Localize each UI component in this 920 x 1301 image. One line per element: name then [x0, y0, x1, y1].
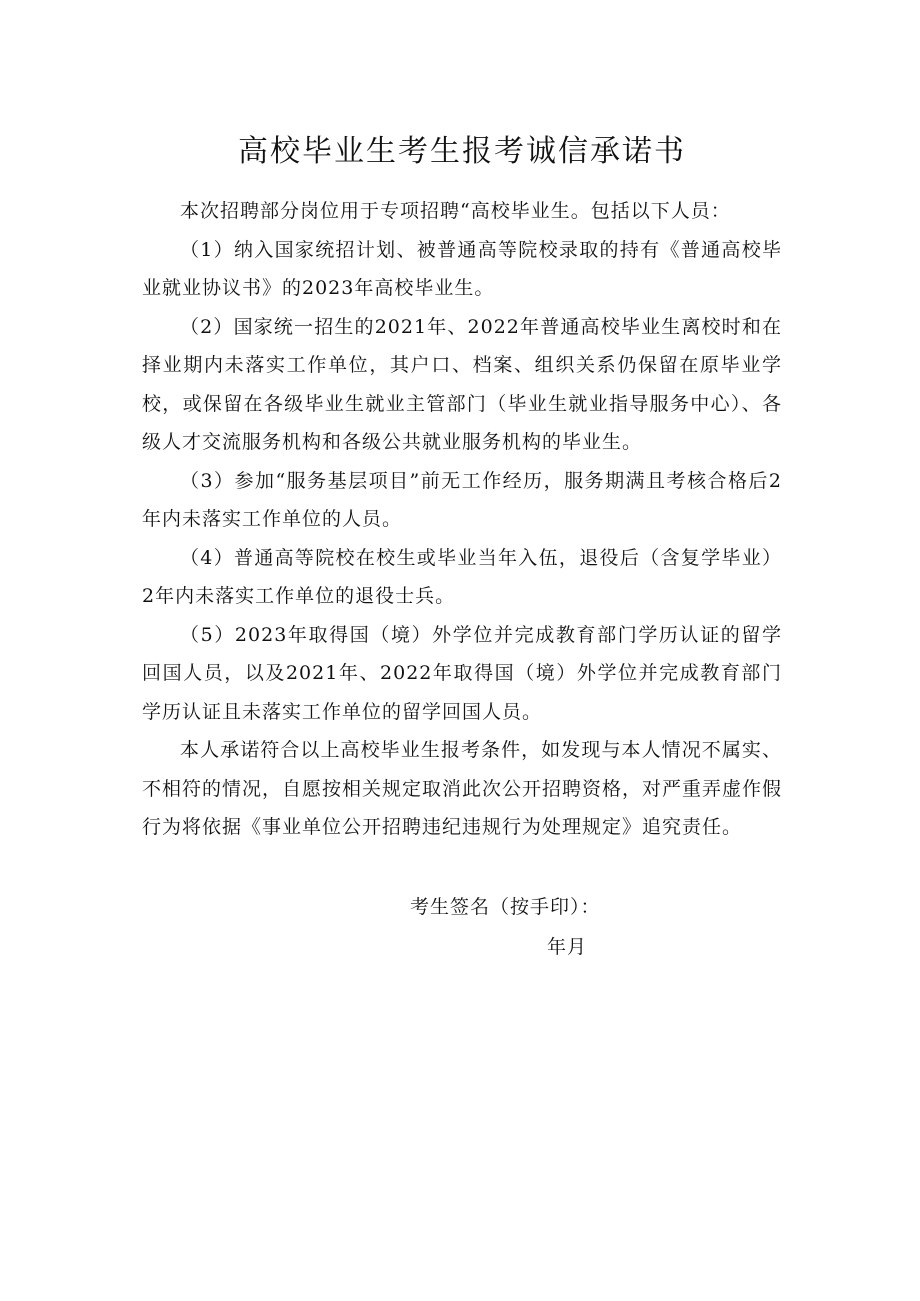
item-4-paragraph: （4）普通高等院校在校生或毕业当年入伍，退役后（含复学毕业）2年内未落实工作单位的退役士兵。	[142, 546, 782, 607]
pledge-paragraph: 本人承诺符合以上高校毕业生报考条件，如发现与本人情况不属实、不相符的情况，自愿按相关规定取消此次公开招聘资格，对严重弄虚作假行为将依据《事业单位公开招聘违纪违规行为处理规定》追究责任。	[142, 739, 783, 838]
intro-paragraph: 本次招聘部分岗位用于专项招聘“高校毕业生。包括以下人员：	[180, 200, 731, 222]
document-title: 高校毕业生考生报考诚信承诺书	[238, 134, 686, 169]
item-2-paragraph: （2）国家统一招生的2021年、2022年普通高校毕业生离校时和在择业期内未落实工作单位，其户口、档案、组织关系仍保留在原毕业学校，或保留在各级毕业生就业主管部门（毕业生就业指导服务中心）、各级人才交流服务机构和各级公共就业服务机构的毕业生。	[142, 315, 782, 453]
document-page	[142, 128, 782, 967]
date-label: 年月	[547, 935, 588, 958]
signature-block	[142, 887, 782, 967]
item-3-paragraph: （3）参加“服务基层项目”前无工作经历，服务期满且考核合格后2年内未落实工作单位的人员。	[142, 469, 782, 530]
item-1-paragraph: （1）纳入国家统招计划、被普通高等院校录取的持有《普通高校毕业就业协议书》的2023年高校毕业生。	[142, 238, 782, 299]
signature-label: 考生签名（按手印）：	[410, 895, 601, 918]
item-5-paragraph: （5）2023年取得国（境）外学位并完成教育部门学历认证的留学回国人员，以及2021年、2022年取得国（境）外学位并完成教育部门学历认证且未落实工作单位的留学回国人员。	[142, 623, 782, 723]
